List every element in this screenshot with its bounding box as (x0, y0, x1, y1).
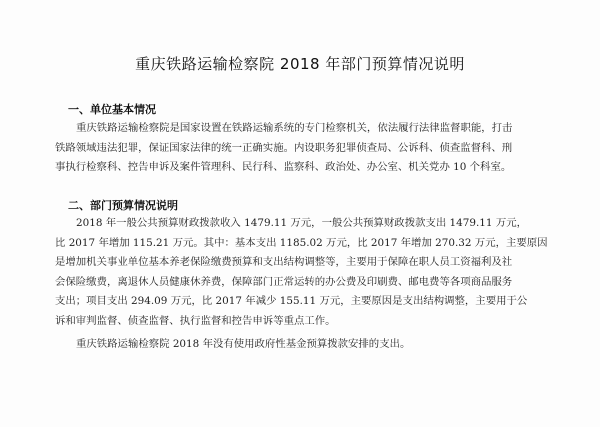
section-body-basic-info (55, 119, 553, 178)
section-heading-basic-info: 一、单位基本情况 (68, 103, 156, 116)
paragraph-line: 比 2017 年增加 115.21 万元。其中：基本支出 1185.02 万元，比 2017 年增加 270.32 万元，主要原因 (55, 236, 548, 249)
paragraph-line: 铁路领域违法犯罪，保证国家法律的统一正确实施。内设职务犯罪侦查局、公诉科、侦查监督科、刑 (55, 141, 513, 154)
paragraph-line: 诉和审判监督、侦查监督、执行监督和控告申诉等重点工作。 (55, 314, 336, 327)
paragraph-line: 2018 年一般公共预算财政拨款收入 1479.11 万元，一般公共预算财政拨款支出 1479.11 万元， (76, 217, 527, 229)
paragraph-line: 会保险缴费，离退休人员健康休养费，保障部门正常运转的办公费及印刷费、邮电费等各项商品服务 (55, 275, 513, 288)
section-heading-budget: 二、部门预算情况说明 (68, 199, 178, 212)
section-body-budget (55, 214, 553, 354)
paragraph-line: 是增加机关事业单位基本养老保险缴费预算和支出结构调整等，主要用于保障在职人员工资福利及社 (55, 256, 513, 269)
document-title: 重庆铁路运输检察院 2018 年部门预算情况说明 (135, 55, 465, 73)
paragraph-line: 重庆铁路运输检察院是国家设置在铁路运输系统的专门检察机关，依法履行法律监督职能，打击 (76, 122, 513, 134)
paragraph-line: 事执行检察科、控告申诉及案件管理科、民行科、监察科、政治处、办公室、机关党办 10 个科室。 (55, 161, 512, 174)
closing-line: 重庆铁路运输检察院 2018 年没有使用政府性基金预算拨款安排的支出。 (76, 337, 411, 350)
paragraph-line: 支出；项目支出 294.09 万元，比 2017 年减少 155.11 万元，主要原因是支出结构调整，主要用于公 (55, 295, 528, 308)
